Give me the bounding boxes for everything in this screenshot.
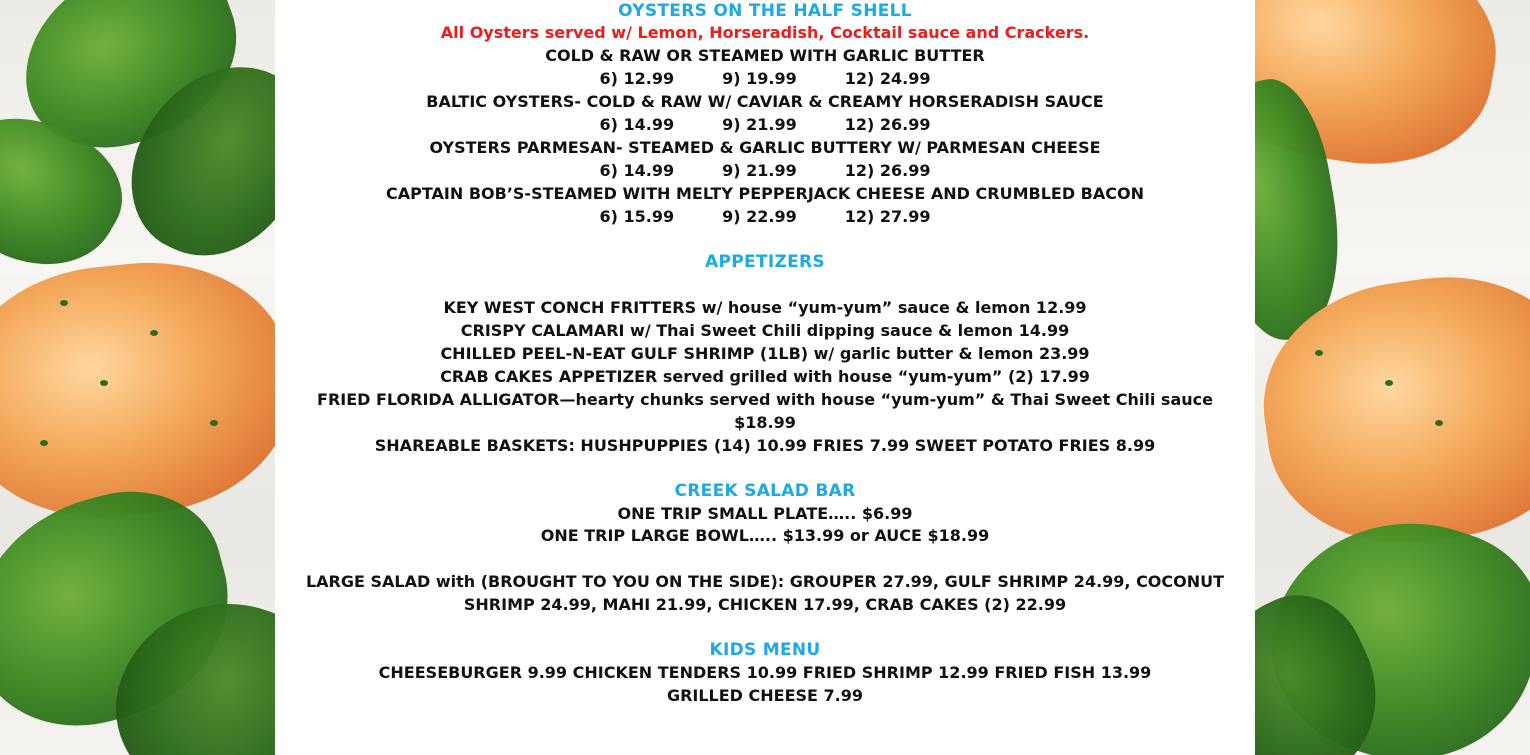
price: 12) 24.99 — [844, 69, 931, 88]
menu-panel — [275, 0, 1255, 755]
price: 9) 21.99 — [722, 161, 797, 180]
appetizer-item: KEY WEST CONCH FRITTERS w/ house “yum-yum” sauce & lemon 12.99 — [443, 298, 1087, 317]
appetizer-item-price: $18.99 — [734, 413, 796, 432]
large-salad-line: SHRIMP 24.99, MAHI 21.99, CHICKEN 17.99, CRAB CAKES (2) 22.99 — [463, 595, 1067, 614]
shareable-baskets: SHAREABLE BASKETS: HUSHPUPPIES (14) 10.99 FRIES 7.99 SWEET POTATO FRIES 8.99 — [374, 436, 1156, 455]
price: 6) 15.99 — [599, 207, 675, 226]
oyster-item-prices — [275, 67, 1255, 90]
salad-bar-item: ONE TRIP LARGE BOWL….. $13.99 or AUCE $18.99 — [540, 526, 990, 545]
appetizer-item: CRISPY CALAMARI w/ Thai Sweet Chili dipping sauce & lemon 14.99 — [460, 321, 1070, 340]
appetizer-item: FRIED FLORIDA ALLIGATOR—hearty chunks served with house “yum-yum” & Thai Sweet Chili sauce — [317, 390, 1213, 409]
appetizer-item: CRAB CAKES APPETIZER served grilled with house “yum-yum” (2) 17.99 — [440, 367, 1090, 386]
price: 9) 19.99 — [722, 69, 797, 88]
oyster-item-prices — [275, 205, 1255, 228]
price: 12) 27.99 — [844, 207, 931, 226]
oyster-item-prices — [275, 159, 1255, 182]
price: 9) 22.99 — [722, 207, 797, 226]
salad-bar-item: ONE TRIP SMALL PLATE….. $6.99 — [617, 504, 913, 523]
oysters-heading: OYSTERS ON THE HALF SHELL — [618, 1, 912, 21]
oyster-item-name: COLD & RAW OR STEAMED WITH GARLIC BUTTER — [545, 46, 985, 65]
salad-bar-heading: CREEK SALAD BAR — [674, 481, 856, 501]
background-image-right — [1255, 0, 1530, 755]
price: 6) 14.99 — [599, 161, 675, 180]
appetizer-item: CHILLED PEEL-N-EAT GULF SHRIMP (1LB) w/ garlic butter & lemon 23.99 — [440, 344, 1090, 363]
kids-menu-item: CHEESEBURGER 9.99 CHICKEN TENDERS 10.99 FRIED SHRIMP 12.99 FRIED FISH 13.99 — [378, 663, 1152, 682]
oyster-item-name: OYSTERS PARMESAN- STEAMED & GARLIC BUTTERY W/ PARMESAN CHEESE — [429, 138, 1101, 157]
price: 6) 12.99 — [599, 69, 675, 88]
oysters-note: All Oysters served w/ Lemon, Horseradish, Cocktail sauce and Crackers. — [440, 23, 1090, 42]
price: 12) 26.99 — [844, 161, 931, 180]
price: 6) 14.99 — [599, 115, 675, 134]
oyster-item-name: BALTIC OYSTERS- COLD & RAW W/ CAVIAR & CREAMY HORSERADISH SAUCE — [426, 92, 1104, 111]
price: 12) 26.99 — [844, 115, 931, 134]
kids-menu-item: GRILLED CHEESE 7.99 — [666, 686, 864, 705]
appetizers-heading: APPETIZERS — [705, 252, 825, 272]
background-image-left — [0, 0, 275, 755]
kids-menu-heading: KIDS MENU — [709, 640, 821, 660]
price: 9) 21.99 — [722, 115, 797, 134]
oyster-item-name: CAPTAIN BOB’S-STEAMED WITH MELTY PEPPERJACK CHEESE AND CRUMBLED BACON — [386, 184, 1144, 203]
large-salad-line: LARGE SALAD with (BROUGHT TO YOU ON THE SIDE): GROUPER 27.99, GULF SHRIMP 24.99, COCONUT — [305, 572, 1225, 591]
oyster-item-prices — [275, 113, 1255, 136]
